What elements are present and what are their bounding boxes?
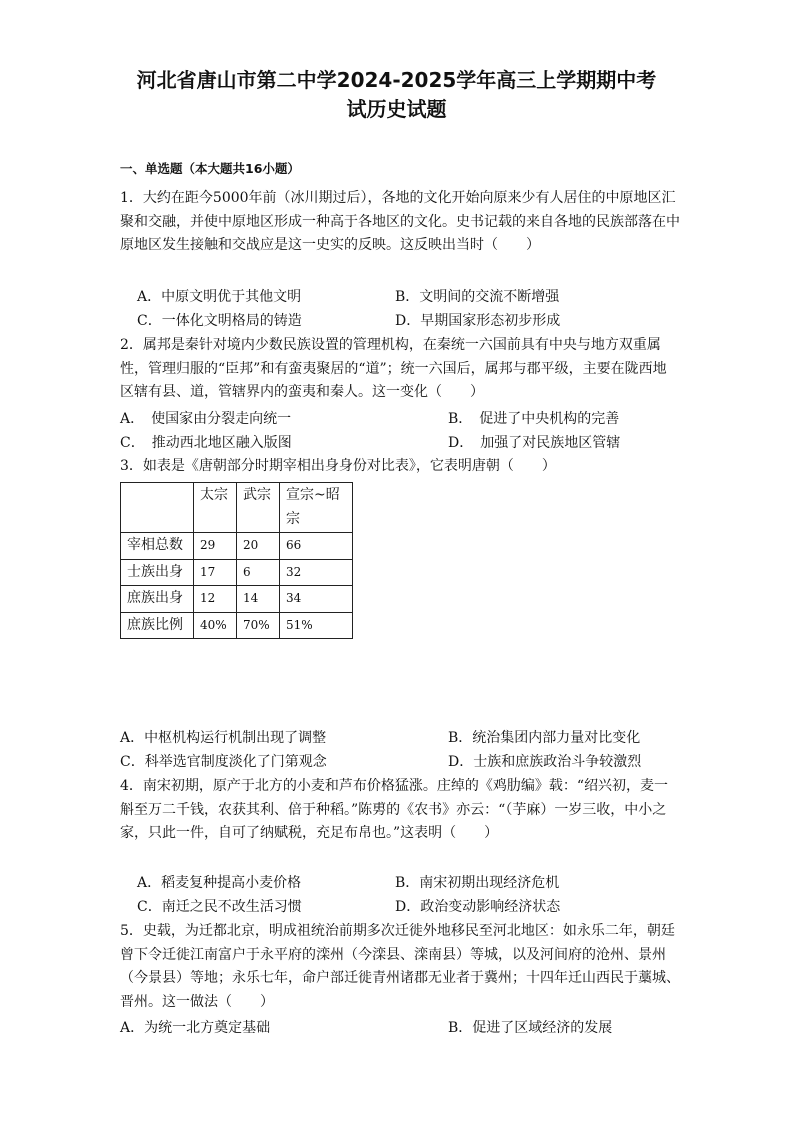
table-row-label: 庶族出身	[121, 586, 194, 613]
table-row	[121, 533, 353, 560]
table-cell: 14	[237, 586, 280, 613]
question-3-option-b[interactable]: B．统治集团内部力量对比变化	[448, 730, 641, 746]
table-row	[121, 586, 353, 613]
exam-title-line-2: 试历史试题	[346, 97, 447, 121]
question-3-option-a[interactable]: A．中枢机构运行机制出现了调整	[120, 730, 327, 746]
question-3-stem: 3．如表是《唐朝部分时期宰相出身身份对比表》，它表明唐朝（ ）	[120, 458, 556, 474]
question-1-option-b[interactable]: B．文明间的交流不断增强	[395, 289, 560, 305]
question-1-option-d[interactable]: D．早期国家形态初步形成	[395, 313, 561, 329]
table-cell: 40%	[194, 612, 237, 639]
table-row-label: 宰相总数	[121, 533, 194, 560]
table-row-label: 庶族比例	[121, 612, 194, 639]
table-cell: 29	[194, 533, 237, 560]
question-1-option-a[interactable]: A．中原文明优于其他文明	[137, 289, 302, 305]
table-row	[121, 612, 353, 639]
table-header-cell: 宣宗~昭宗	[280, 483, 353, 533]
table-header-cell: 武宗	[237, 483, 280, 533]
question-4-option-a[interactable]: A．稻麦复种提高小麦价格	[137, 875, 302, 891]
table-cell: 6	[237, 559, 280, 586]
question-2-option-b[interactable]: B． 促进了中央机构的完善	[448, 411, 620, 427]
section-heading: 一、单选题（本大题共16小题）	[120, 161, 300, 176]
question-1-option-c[interactable]: C．一体化文明格局的铸造	[137, 313, 302, 329]
question-2-stem: 2．属邦是秦针对境内少数民族设置的管理机构，在秦统一六国前具有中央与地方双重属性，管理归服的“臣邦”和有蛮夷聚居的“道”；统一六国后，属邦与郡平级，主要在陇西地区辖有县、道，管辖界内的蛮夷和秦人。这一变化（ ）	[120, 337, 667, 400]
question-5-stem: 5．史载，为迁都北京，明成祖统治前期多次迁徙外地移民至河北地区：如永乐二年，朝廷曾下令迁徙江南富户于永平府的滦州（今滦县、滦南县）等城，以及河间府的沧州、景州（今景县）等地；永乐七年，命户部迁徙青州诸郡无业者于冀州；十四年迁山西民于藁城、晋州。这一做法（ ）	[120, 923, 680, 1010]
question-2-option-c[interactable]: C． 推动西北地区融入版图	[120, 435, 292, 451]
table-cell: 32	[280, 559, 353, 586]
question-4-option-b[interactable]: B．南宋初期出现经济危机	[395, 875, 560, 891]
table-row-label: 士族出身	[121, 559, 194, 586]
table-row	[121, 559, 353, 586]
question-4-stem: 4．南宋初期，原产于北方的小麦和芦布价格猛涨。庄绰的《鸡肋编》载：“绍兴初，麦一斛至万二千钱，农获其利、倍于种稻。”陈旉的《农书》亦云：“（芋麻）一岁三收，中小之家，只此一件，自可了纳赋税，充足布帛也。”这表明（ ）	[120, 778, 669, 841]
exam-title	[100, 66, 693, 124]
table-cell	[121, 483, 194, 533]
question-3-option-c[interactable]: C．科举选官制度淡化了门第观念	[120, 754, 327, 770]
table-cell: 66	[280, 533, 353, 560]
question-3-option-d[interactable]: D．士族和庶族政治斗争较激烈	[448, 754, 642, 770]
table-cell: 17	[194, 559, 237, 586]
table-cell: 51%	[280, 612, 353, 639]
exam-title-line-1: 河北省唐山市第二中学2024-2025学年高三上学期期中考	[136, 68, 657, 92]
question-4-option-c[interactable]: C．南迁之民不改生活习惯	[137, 899, 302, 915]
question-2-option-d[interactable]: D． 加强了对民族地区管辖	[448, 435, 621, 451]
table-cell: 34	[280, 586, 353, 613]
question-2-option-a[interactable]: A． 使国家由分裂走向统一	[120, 411, 292, 427]
table-header-row	[121, 483, 353, 533]
table-cell: 20	[237, 533, 280, 560]
table-cell: 70%	[237, 612, 280, 639]
chancellor-origin-table	[120, 482, 353, 639]
question-5-option-a[interactable]: A．为统一北方奠定基础	[120, 1020, 271, 1036]
table-header-cell: 太宗	[194, 483, 237, 533]
question-5-option-b[interactable]: B．促进了区域经济的发展	[448, 1020, 613, 1036]
question-1-stem: 1．大约在距今5000年前（冰川期过后），各地的文化开始向原来少有人居住的中原地区汇聚和交融，并使中原地区形成一种高于各地区的文化。史书记载的来自各地的民族部落在中原地区发生接触和交战应是这一史实的反映。这反映出当时（ ）	[120, 190, 680, 253]
question-4-option-d[interactable]: D．政治变动影响经济状态	[395, 899, 561, 915]
table-cell: 12	[194, 586, 237, 613]
